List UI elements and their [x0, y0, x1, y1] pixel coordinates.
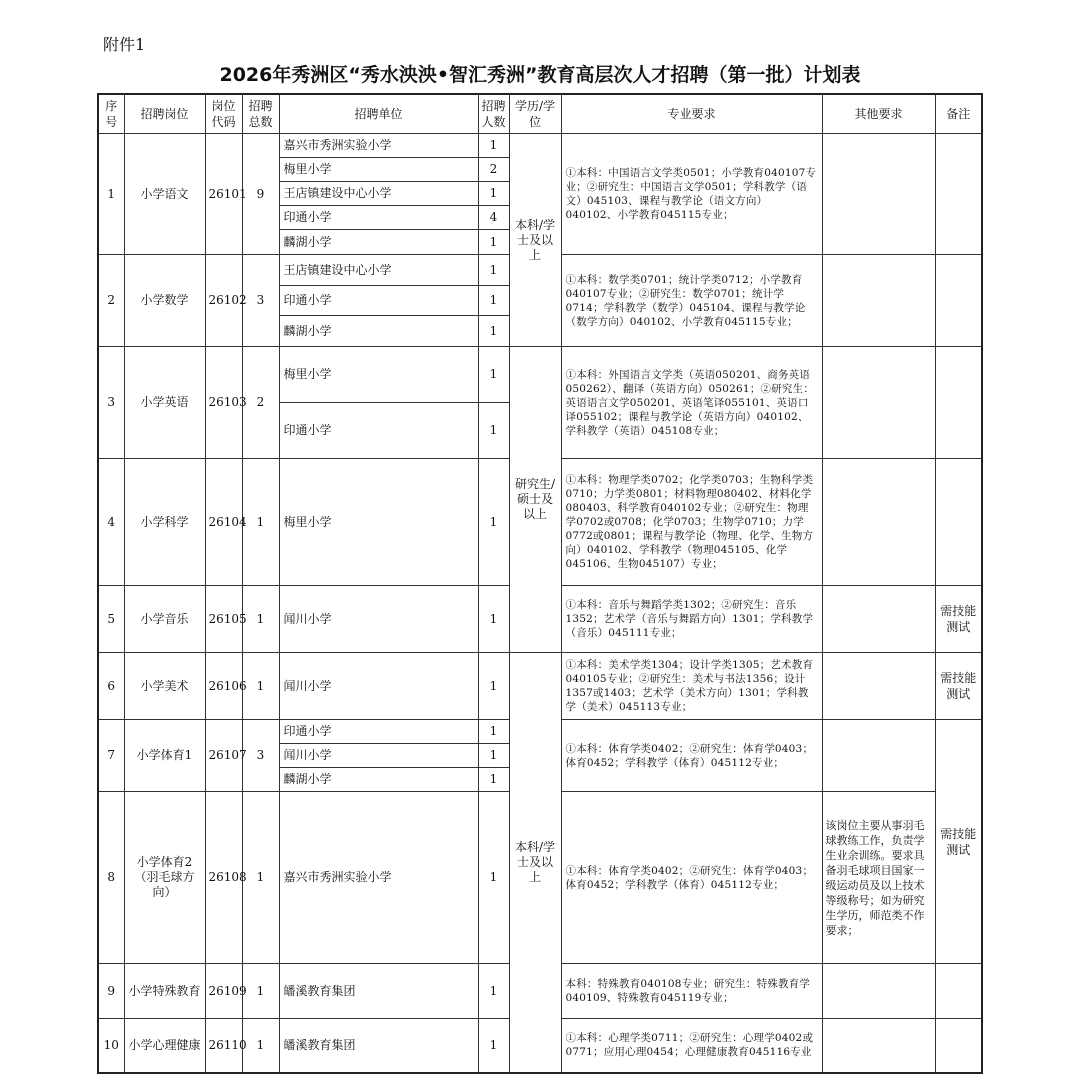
count-cell: 4	[478, 206, 509, 230]
total-cell: 3	[242, 720, 279, 792]
unit-cell: 梅里小学	[279, 158, 478, 182]
major-cell: ①本科：数学类0701；统计学类0712；小学教育040107专业；②研究生：数学0701；统计学0714；学科教学（数学）045104、课程与教学论（数学方向）040102、小学教育045115专业；	[561, 255, 822, 347]
header-row	[98, 94, 982, 134]
total-cell: 1	[242, 586, 279, 653]
unit-cell: 皤溪教育集团	[279, 964, 478, 1019]
total-cell: 3	[242, 255, 279, 347]
total-cell: 1	[242, 792, 279, 964]
count-cell: 1	[478, 286, 509, 316]
unit-cell: 麟湖小学	[279, 768, 478, 792]
unit-cell: 闻川小学	[279, 653, 478, 720]
seq-cell: 10	[98, 1019, 124, 1073]
other-cell	[822, 653, 935, 720]
header-other: 其他要求	[822, 94, 935, 134]
unit-cell: 梅里小学	[279, 459, 478, 586]
unit-cell: 印通小学	[279, 286, 478, 316]
education-cell: 本科/学士及以上	[509, 134, 561, 347]
major-cell: 本科：特殊教育040108专业；研究生：特殊教育学040109、特殊教育045119专业；	[561, 964, 822, 1019]
other-cell	[822, 1019, 935, 1073]
note-cell	[935, 134, 982, 255]
unit-cell: 梅里小学	[279, 347, 478, 403]
total-cell: 1	[242, 653, 279, 720]
major-cell: ①本科：中国语言文学类0501；小学教育040107专业；②研究生：中国语言文学0501；学科教学（语文）045103、课程与教学论（语文方向）040102、小学教育045115专业；	[561, 134, 822, 255]
note-cell: 需技能测试	[935, 586, 982, 653]
unit-cell: 印通小学	[279, 720, 478, 744]
position-cell: 小学心理健康	[124, 1019, 205, 1073]
count-cell: 1	[478, 347, 509, 403]
other-cell	[822, 255, 935, 347]
code-cell: 26107	[205, 720, 242, 792]
unit-cell: 王店镇建设中心小学	[279, 182, 478, 206]
unit-cell: 王店镇建设中心小学	[279, 255, 478, 286]
major-cell: ①本科：美术学类1304；设计学类1305；艺术教育040105专业；②研究生：美术与书法1356；设计1357或1403；艺术学（美术方向）1301；学科教学（美术）045113专业；	[561, 653, 822, 720]
note-cell: 需技能测试	[935, 653, 982, 720]
count-cell: 1	[478, 459, 509, 586]
code-cell: 26110	[205, 1019, 242, 1073]
major-cell: ①本科：音乐与舞蹈学类1302；②研究生：音乐1352；艺术学（音乐与舞蹈方向）1301；学科教学（音乐）045111专业；	[561, 586, 822, 653]
count-cell: 2	[478, 158, 509, 182]
unit-cell: 嘉兴市秀洲实验小学	[279, 134, 478, 158]
unit-cell: 闻川小学	[279, 744, 478, 768]
unit-cell: 麟湖小学	[279, 316, 478, 347]
seq-cell: 4	[98, 459, 124, 586]
code-cell: 26101	[205, 134, 242, 255]
note-cell	[935, 459, 982, 586]
other-cell	[822, 720, 935, 792]
attachment-label: 附件1	[103, 35, 146, 54]
count-cell: 1	[478, 255, 509, 286]
education-cell: 本科/学士及以上	[509, 653, 561, 1073]
unit-cell: 印通小学	[279, 403, 478, 459]
code-cell: 26106	[205, 653, 242, 720]
other-cell: 该岗位主要从事羽毛球教练工作，负责学生业余训练。要求具备羽毛球项目国家一级运动员及以上技术等级称号；如为研究生学历，师范类不作要求；	[822, 792, 935, 964]
header-seq: 序号	[98, 94, 124, 134]
header-total: 招聘总数	[242, 94, 279, 134]
count-cell: 1	[478, 768, 509, 792]
note-cell: 需技能测试	[935, 720, 982, 964]
position-cell: 小学英语	[124, 347, 205, 459]
count-cell: 1	[478, 1019, 509, 1073]
header-note: 备注	[935, 94, 982, 134]
major-cell: ①本科：外国语言文学类（英语050201、商务英语050262）、翻译（英语方向）050261；②研究生：英语语言文学050201、英语笔译055101、英语口译055102；课程与教学论（英语方向）040102、学科教学（英语）045108专业；	[561, 347, 822, 459]
count-cell: 1	[478, 744, 509, 768]
table-row	[98, 134, 982, 158]
code-cell: 26108	[205, 792, 242, 964]
header-code: 岗位代码	[205, 94, 242, 134]
table-row	[98, 347, 982, 403]
count-cell: 1	[478, 316, 509, 347]
major-cell: ①本科：体育学类0402；②研究生：体育学0403；体育0452；学科教学（体育）045112专业；	[561, 792, 822, 964]
code-cell: 26103	[205, 347, 242, 459]
count-cell: 1	[478, 182, 509, 206]
header-unit: 招聘单位	[279, 94, 478, 134]
position-cell: 小学美术	[124, 653, 205, 720]
header-count: 招聘人数	[478, 94, 509, 134]
total-cell: 1	[242, 459, 279, 586]
total-cell: 1	[242, 1019, 279, 1073]
total-cell: 2	[242, 347, 279, 459]
major-cell: ①本科：心理学类0711；②研究生：心理学0402或0771；应用心理0454；心理健康教育045116专业	[561, 1019, 822, 1073]
count-cell: 1	[478, 586, 509, 653]
code-cell: 26102	[205, 255, 242, 347]
position-cell: 小学数学	[124, 255, 205, 347]
count-cell: 1	[478, 720, 509, 744]
unit-cell: 闻川小学	[279, 586, 478, 653]
seq-cell: 9	[98, 964, 124, 1019]
other-cell	[822, 134, 935, 255]
unit-cell: 麟湖小学	[279, 230, 478, 255]
note-cell	[935, 964, 982, 1019]
other-cell	[822, 347, 935, 459]
note-cell	[935, 255, 982, 347]
note-cell	[935, 1019, 982, 1073]
header-position: 招聘岗位	[124, 94, 205, 134]
seq-cell: 5	[98, 586, 124, 653]
code-cell: 26104	[205, 459, 242, 586]
major-cell: ①本科：物理学类0702；化学类0703；生物科学类0710；力学类0801；材料物理080402、材料化学080403、科学教育040102专业；②研究生：物理学0702或0708；化学0703；生物学0710；力学0772或0801；课程与教学论（物理、化学、生物方向）040102、学科教学（物理045105、化学045106、生物045107）专业；	[561, 459, 822, 586]
count-cell: 1	[478, 792, 509, 964]
count-cell: 1	[478, 653, 509, 720]
unit-cell: 印通小学	[279, 206, 478, 230]
seq-cell: 6	[98, 653, 124, 720]
header-education: 学历/学位	[509, 94, 561, 134]
note-cell	[935, 347, 982, 459]
position-cell: 小学语文	[124, 134, 205, 255]
position-cell: 小学科学	[124, 459, 205, 586]
table-row	[98, 653, 982, 720]
unit-cell: 皤溪教育集团	[279, 1019, 478, 1073]
other-cell	[822, 459, 935, 586]
code-cell: 26105	[205, 586, 242, 653]
seq-cell: 2	[98, 255, 124, 347]
header-major: 专业要求	[561, 94, 822, 134]
seq-cell: 3	[98, 347, 124, 459]
major-cell: ①本科：体育学类0402；②研究生：体育学0403；体育0452；学科教学（体育）045112专业；	[561, 720, 822, 792]
position-cell: 小学音乐	[124, 586, 205, 653]
other-cell	[822, 586, 935, 653]
count-cell: 1	[478, 230, 509, 255]
seq-cell: 8	[98, 792, 124, 964]
unit-cell: 嘉兴市秀洲实验小学	[279, 792, 478, 964]
total-cell: 1	[242, 964, 279, 1019]
page-title: 2026年秀洲区“秀水泱泱•智汇秀洲”教育高层次人才招聘（第一批）计划表	[219, 64, 861, 86]
education-cell: 研究生/硕士及以上	[509, 347, 561, 653]
position-cell: 小学特殊教育	[124, 964, 205, 1019]
total-cell: 9	[242, 134, 279, 255]
recruitment-table	[97, 93, 983, 1074]
position-cell: 小学体育2（羽毛球方向）	[124, 792, 205, 964]
code-cell: 26109	[205, 964, 242, 1019]
other-cell	[822, 964, 935, 1019]
count-cell: 1	[478, 134, 509, 158]
count-cell: 1	[478, 403, 509, 459]
count-cell: 1	[478, 964, 509, 1019]
seq-cell: 1	[98, 134, 124, 255]
position-cell: 小学体育1	[124, 720, 205, 792]
seq-cell: 7	[98, 720, 124, 792]
